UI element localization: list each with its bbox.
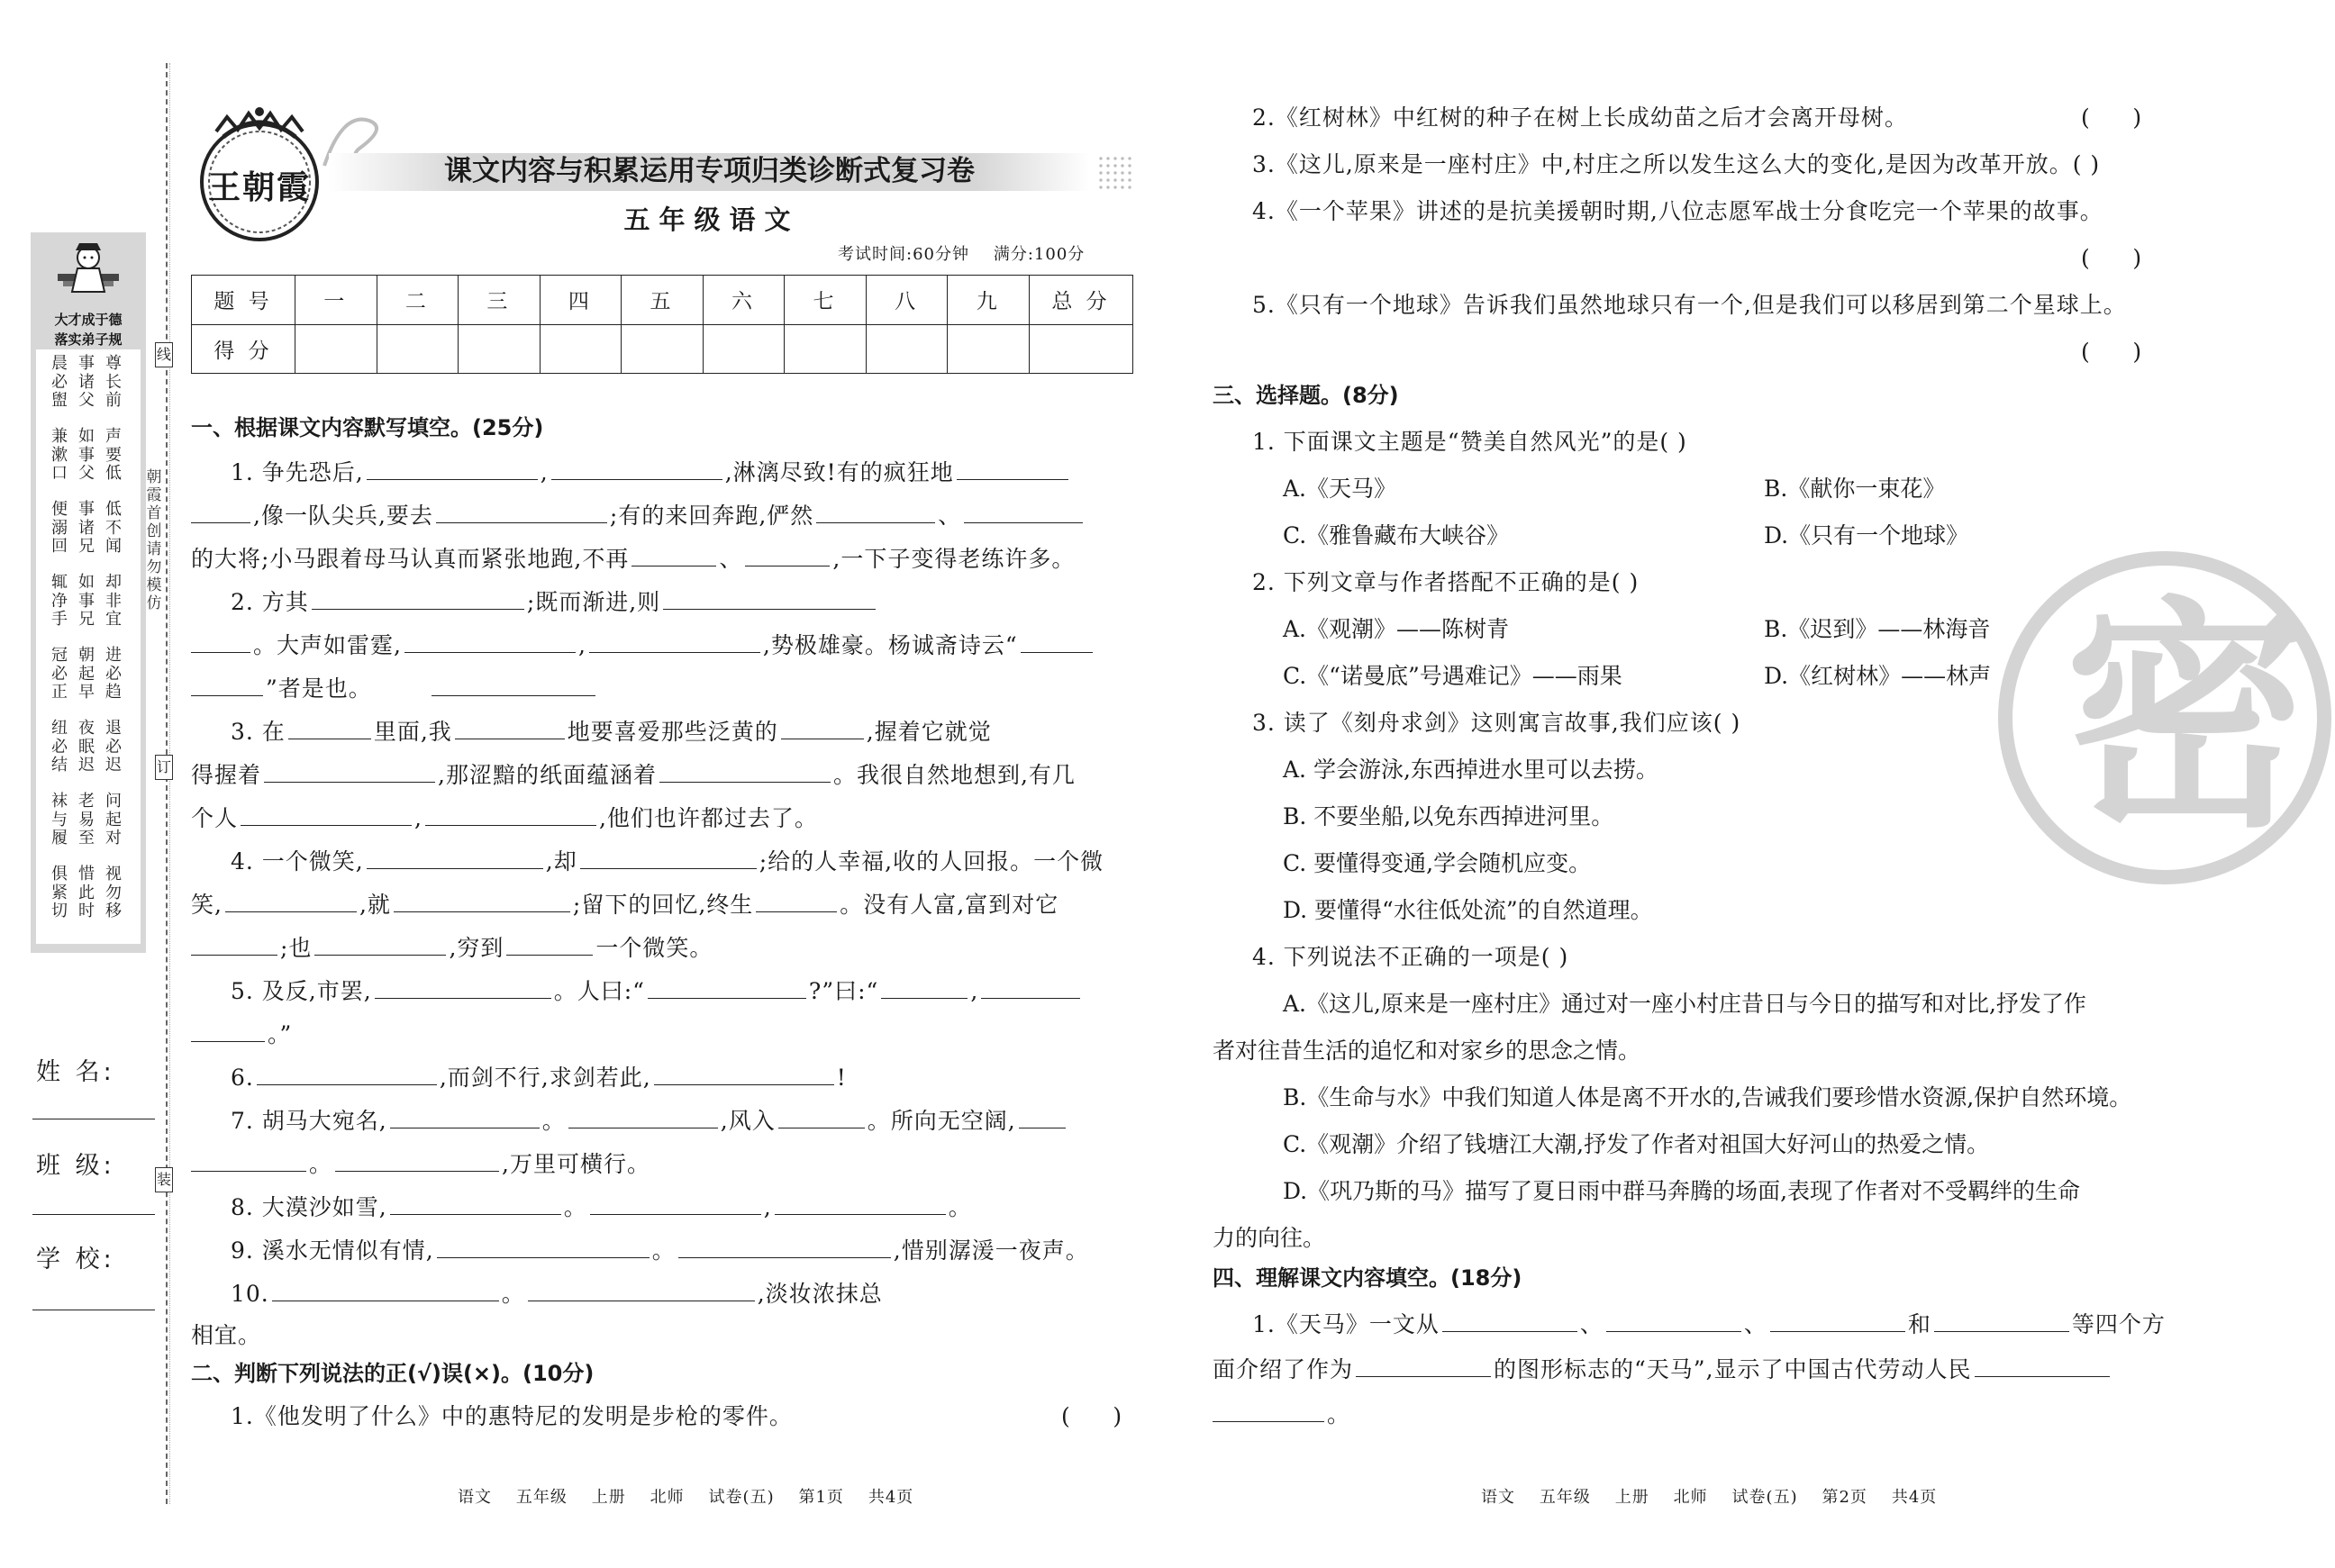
question-2-1: 1.《他发明了什么》中的惠特尼的发明是步枪的零件。: [231, 1403, 793, 1429]
blank[interactable]: [375, 974, 551, 999]
blank[interactable]: [631, 542, 716, 566]
blank[interactable]: [1442, 1308, 1577, 1332]
blank[interactable]: [394, 888, 570, 912]
blank[interactable]: [335, 1147, 499, 1172]
strip-motto-2: 落实弟子规: [54, 331, 123, 348]
score-cell[interactable]: [948, 324, 1030, 374]
blank[interactable]: [404, 629, 576, 653]
rule-column: 声要低: [105, 427, 122, 483]
blank[interactable]: [432, 672, 595, 696]
mc-1-option-c[interactable]: C.《雅鲁藏布大峡谷》: [1283, 522, 1510, 548]
school-label: 学 校:: [36, 1246, 115, 1273]
mc-4-option-a-cont: 者对往昔生活的追忆和对家乡的思念之情。: [1213, 1038, 1641, 1064]
score-cell[interactable]: [622, 324, 704, 374]
blank[interactable]: [1019, 1104, 1066, 1128]
page-title: 课文内容与积累运用专项归类诊断式复习卷: [444, 155, 975, 187]
mc-4-option-c[interactable]: C.《观潮》介绍了钱塘江大潮,抒发了作者对祖国大好河山的热爱之情。: [1283, 1131, 1990, 1157]
rule-column: 进必趋: [105, 646, 122, 702]
mc-4-option-b[interactable]: B.《生命与水》中我们知道人体是离不开水的,告诫我们要珍惜水资源,保护自然环境。: [1283, 1084, 2132, 1110]
blank[interactable]: [288, 715, 371, 739]
question-1-5-line1: 5. 及反,市罢, 。人曰:“ ?”曰:“ ,: [231, 974, 1083, 1007]
rule-column: 尊长前: [105, 354, 122, 410]
blank[interactable]: [580, 845, 757, 869]
question-1-4-line1: 4. 一个微笑, ,却 ;给的人幸福,收的人回报。一个微: [231, 845, 1104, 877]
rule-column: 事诸兄: [78, 500, 95, 556]
blank[interactable]: [272, 1277, 499, 1301]
class-label: 班 级:: [36, 1152, 115, 1180]
blank[interactable]: [191, 672, 263, 696]
question-1-6: 6. ,而剑不行,求剑若此, !: [231, 1061, 847, 1093]
blank[interactable]: [191, 629, 250, 653]
rule-column: 老易至: [78, 792, 95, 847]
rule-column: 如事兄: [78, 573, 95, 629]
name-label: 姓 名:: [36, 1058, 115, 1086]
blank[interactable]: [775, 1191, 946, 1215]
mc-2-option-b[interactable]: B.《迟到》——林海音: [1764, 616, 1991, 642]
score-table-score-row: [192, 324, 1133, 374]
watermark-seal: [1998, 551, 2331, 884]
binding-dotted-line: [169, 63, 170, 1504]
blank[interactable]: [1975, 1353, 2110, 1377]
exam-info: 考试时间:60分钟 满分:100分: [838, 245, 1086, 264]
question-1-1-line2: ,像一队尖兵,要去 ;有的来回奔跑,俨然 、: [191, 499, 1086, 531]
rule-column: 兼漱口: [51, 427, 68, 483]
rule-column: 惜此时: [78, 865, 95, 920]
mc-1-option-b[interactable]: B.《献你一束花》: [1764, 476, 1946, 502]
score-table: [191, 275, 1133, 374]
mc-4-option-d[interactable]: D.《巩乃斯的马》描写了夏日雨中群马奔腾的场面,表现了作者对不受羁绊的生命: [1283, 1178, 2081, 1204]
blank[interactable]: [957, 456, 1068, 480]
mc-4-option-d-cont: 力的向往。: [1213, 1225, 1326, 1251]
rule-column: 晨必盥: [51, 354, 68, 410]
blank[interactable]: [425, 802, 596, 826]
blank[interactable]: [314, 931, 446, 956]
answer-paren-2-4[interactable]: ( ): [2081, 245, 2142, 271]
rule-column: 问起对: [105, 792, 122, 847]
blank[interactable]: [1213, 1398, 1324, 1422]
score-cell[interactable]: [785, 324, 867, 374]
blank[interactable]: [756, 888, 837, 912]
score-table-header-cell: 四: [540, 276, 622, 325]
question-4-1-line3: 。: [1213, 1398, 1350, 1430]
score-table-header-cell: 七: [785, 276, 867, 325]
mc-2-option-a[interactable]: A.《观潮》——陈树青: [1283, 616, 1510, 642]
strip-motto-1: 大才成于德: [54, 312, 123, 328]
score-cell[interactable]: [540, 324, 622, 374]
blank[interactable]: [455, 715, 565, 739]
rule-column: 冠必正: [51, 646, 68, 702]
question-1-7-line1: 7. 胡马大宛名, 。 ,风入 。所向无空阔,: [231, 1104, 1068, 1137]
rule-column: 低不闻: [105, 500, 122, 556]
rule-column: 便溺回: [51, 500, 68, 556]
blank[interactable]: [437, 1234, 650, 1258]
blank[interactable]: [981, 974, 1080, 999]
rule-column: 辄净手: [51, 573, 68, 629]
blank[interactable]: [1356, 1353, 1491, 1377]
section-4-title: 四、理解课文内容填空。(18分): [1213, 1265, 1522, 1291]
score-table-header-cell: 三: [459, 276, 541, 325]
binding-dashed-line: [166, 63, 168, 1504]
page-2-footer: 语文 五年级 上册 北师 试卷(五) 第2页 共4页: [1481, 1488, 1938, 1507]
blank[interactable]: [257, 1061, 437, 1085]
question-2-5: 5.《只有一个地球》告诉我们虽然地球只有一个,但是我们可以移居到第二个星球上。: [1252, 292, 2127, 318]
section-1-title: 一、根据课文内容默写填空。(25分): [191, 415, 544, 440]
question-1-3-line2: 得握着 ,那涩黯的纸面蕴涵着 。我很自然地想到,有几: [191, 758, 1076, 791]
blank[interactable]: [881, 974, 968, 999]
score-cell[interactable]: [295, 324, 377, 374]
blank[interactable]: [528, 1277, 755, 1301]
question-1-2-line2b: [429, 672, 598, 704]
question-1-2-line1: 2. 方其 ;既而渐进,则: [231, 585, 878, 618]
blank[interactable]: [1606, 1308, 1741, 1332]
question-2-3: 3.《这儿,原来是一座村庄》中,村庄之所以发生这么大的变化,是因为改革开放。( ): [1252, 151, 2101, 177]
answer-paren-2-1[interactable]: ( ): [1061, 1403, 1122, 1429]
score-table-header-cell: 八: [866, 276, 948, 325]
blank[interactable]: [191, 499, 250, 523]
blank[interactable]: [659, 758, 831, 783]
binding-box-2: 订: [155, 755, 173, 780]
score-cell[interactable]: [866, 324, 948, 374]
question-1-2-line3: ”者是也。: [191, 672, 372, 704]
rule-column: 俱紧切: [51, 865, 68, 920]
mc-1-option-d[interactable]: D.《只有一个地球》: [1764, 522, 1969, 548]
score-cell[interactable]: [703, 324, 785, 374]
answer-paren-2-5[interactable]: ( ): [2081, 339, 2142, 365]
question-1-3-line1: 3. 在 里面,我 地要喜爱那些泛黄的 ,握着它就觉: [231, 715, 992, 748]
blank[interactable]: [745, 542, 830, 566]
score-cell[interactable]: [377, 324, 459, 374]
question-1-10-line2: 相宜。: [191, 1322, 262, 1348]
question-1-10-line1: 10. 。 ,淡妆浓抹总: [231, 1277, 883, 1310]
section-2-title: 二、判断下列说法的正(√)误(×)。(10分): [191, 1361, 595, 1386]
blank[interactable]: [1934, 1308, 2069, 1332]
blank[interactable]: [191, 931, 277, 956]
question-1-3-line3: 个人 , ,他们也许都过去了。: [191, 802, 818, 834]
binding-box-1: 线: [155, 342, 173, 367]
mc-2-option-c[interactable]: C.《“诺曼底”号遇难记》——雨果: [1283, 663, 1622, 689]
question-2-2: 2.《红树林》中红树的种子在树上长成幼苗之后才会离开母树。: [1252, 104, 1908, 131]
score-table-header-cell: 六: [703, 276, 785, 325]
mc-1-option-a[interactable]: A.《天马》: [1283, 476, 1397, 502]
score-table-header-row: [192, 276, 1133, 325]
blank[interactable]: [191, 1147, 306, 1172]
scholar-figure-icon: [52, 238, 124, 310]
question-1-8: 8. 大漠沙如雪, 。 , 。: [231, 1191, 972, 1223]
mc-2-option-d[interactable]: D.《红树林》——林声: [1764, 663, 1992, 689]
binding-note: 朝霞首创 请勿模仿: [146, 468, 162, 612]
score-table-header-cell: 二: [377, 276, 459, 325]
blank[interactable]: [678, 1234, 891, 1258]
rule-column: 袜与履: [51, 792, 68, 847]
score-table-header-cell: 九: [948, 276, 1030, 325]
class-field[interactable]: [32, 1214, 155, 1215]
mc-4-stem: 4. 下列说法不正确的一项是( ): [1252, 944, 1569, 970]
brand-name: 王朝霞: [207, 168, 311, 206]
rule-column: 纽必结: [51, 719, 68, 775]
score-table-header-cell: 一: [295, 276, 377, 325]
blank[interactable]: [241, 802, 412, 826]
blank[interactable]: [367, 845, 543, 869]
blank[interactable]: [663, 585, 876, 610]
blank[interactable]: [312, 585, 524, 610]
mc-4-option-a[interactable]: A.《这儿,原来是一座村庄》通过对一座小村庄昔日与今日的描写和对比,抒发了作: [1283, 991, 2086, 1017]
question-1-1-line1: 1. 争先恐后, , ,淋漓尽致!有的疯狂地: [231, 456, 1071, 488]
blank[interactable]: [648, 974, 806, 999]
blank[interactable]: [551, 456, 722, 480]
score-table-label-cell: 题 号: [192, 276, 295, 325]
blank[interactable]: [436, 499, 607, 523]
blank[interactable]: [191, 1018, 265, 1042]
rule-column: 事诸父: [78, 354, 95, 410]
section-3-title: 三、选择题。(8分): [1213, 383, 1399, 408]
mc-3-option-c[interactable]: C. 要懂得变通,学会随机应变。: [1283, 850, 1592, 876]
score-table-header-cell: 总 分: [1030, 276, 1133, 325]
blank[interactable]: [589, 629, 760, 653]
question-4-1-line2: 面介绍了作为 的图形标志的“天马”,显示了中国古代劳动人民: [1213, 1353, 2112, 1385]
mc-3-option-d[interactable]: D. 要懂得“水往低处流”的自然道理。: [1283, 897, 1653, 923]
question-4-1-line1: 1.《天马》一文从 、 、 和 等四个方: [1252, 1308, 2166, 1340]
rule-column: 退必迟: [105, 719, 122, 775]
answer-paren-2-2[interactable]: ( ): [2081, 104, 2142, 131]
mc-2-stem: 2. 下列文章与作者搭配不正确的是( ): [1252, 569, 1640, 595]
rule-column: 如事父: [78, 427, 95, 483]
mc-1-stem: 1. 下面课文主题是“赞美自然风光”的是( ): [1252, 429, 1687, 455]
rules-columns: [36, 349, 141, 944]
binding-box-3: 装: [155, 1167, 173, 1192]
blank[interactable]: [264, 758, 435, 783]
blank[interactable]: [390, 1191, 561, 1215]
page-subtitle: 五年级语文: [623, 204, 800, 235]
blank[interactable]: [367, 456, 538, 480]
blank[interactable]: [964, 499, 1083, 523]
blank[interactable]: [225, 888, 357, 912]
score-cell[interactable]: [1030, 324, 1133, 374]
watermark-char: 密: [2065, 576, 2308, 860]
rules-strip: [31, 232, 146, 953]
question-2-4: 4.《一个苹果》讲述的是抗美援朝时期,八位志愿军战士分食吃完一个苹果的故事。: [1252, 198, 2103, 224]
blank[interactable]: [568, 1104, 718, 1128]
rule-column: 夜眠迟: [78, 719, 95, 775]
rule-column: 视勿移: [105, 865, 122, 920]
page-1-footer: 语文 五年级 上册 北师 试卷(五) 第1页 共4页: [458, 1488, 914, 1507]
rule-column: 朝起早: [78, 646, 95, 702]
question-1-7-line2: 。 ,万里可横行。: [191, 1147, 650, 1180]
mc-3-stem: 3. 读了《刻舟求剑》这则寓言故事,我们应该( ): [1252, 710, 1741, 736]
question-1-4-line3: ;也 ,穷到 一个微笑。: [191, 931, 713, 964]
question-1-5-line2: 。”: [191, 1018, 292, 1050]
blank[interactable]: [1021, 629, 1093, 653]
blank[interactable]: [816, 499, 935, 523]
mc-3-option-b[interactable]: B. 不要坐船,以免东西掉进河里。: [1283, 803, 1614, 829]
question-1-4-line2: 笑, ,就 ;留下的回忆,终生 。没有人富,富到对它: [191, 888, 1058, 920]
question-1-2-line2: 。大声如雷霆, , ,势极雄豪。杨诚斋诗云“: [191, 629, 1095, 661]
blank[interactable]: [778, 1104, 865, 1128]
score-table-label-cell: 得 分: [192, 324, 295, 374]
mc-3-option-a[interactable]: A. 学会游泳,东西掉进水里可以去捞。: [1283, 757, 1658, 783]
question-1-1-line3: 的大将;小马跟着母马认真而紧张地跑,不再 、 ,一下子变得老练许多。: [191, 542, 1075, 575]
banner-dots: [1097, 155, 1135, 191]
blank[interactable]: [654, 1061, 834, 1085]
rule-column: 却非宜: [105, 573, 122, 629]
blank[interactable]: [1770, 1308, 1905, 1332]
blank[interactable]: [781, 715, 864, 739]
blank[interactable]: [590, 1191, 761, 1215]
score-cell[interactable]: [459, 324, 541, 374]
blank[interactable]: [390, 1104, 540, 1128]
score-table-header-cell: 五: [622, 276, 704, 325]
blank[interactable]: [506, 931, 593, 956]
question-1-9: 9. 溪水无情似有情, 。 ,惜别潺湲一夜声。: [231, 1234, 1089, 1266]
